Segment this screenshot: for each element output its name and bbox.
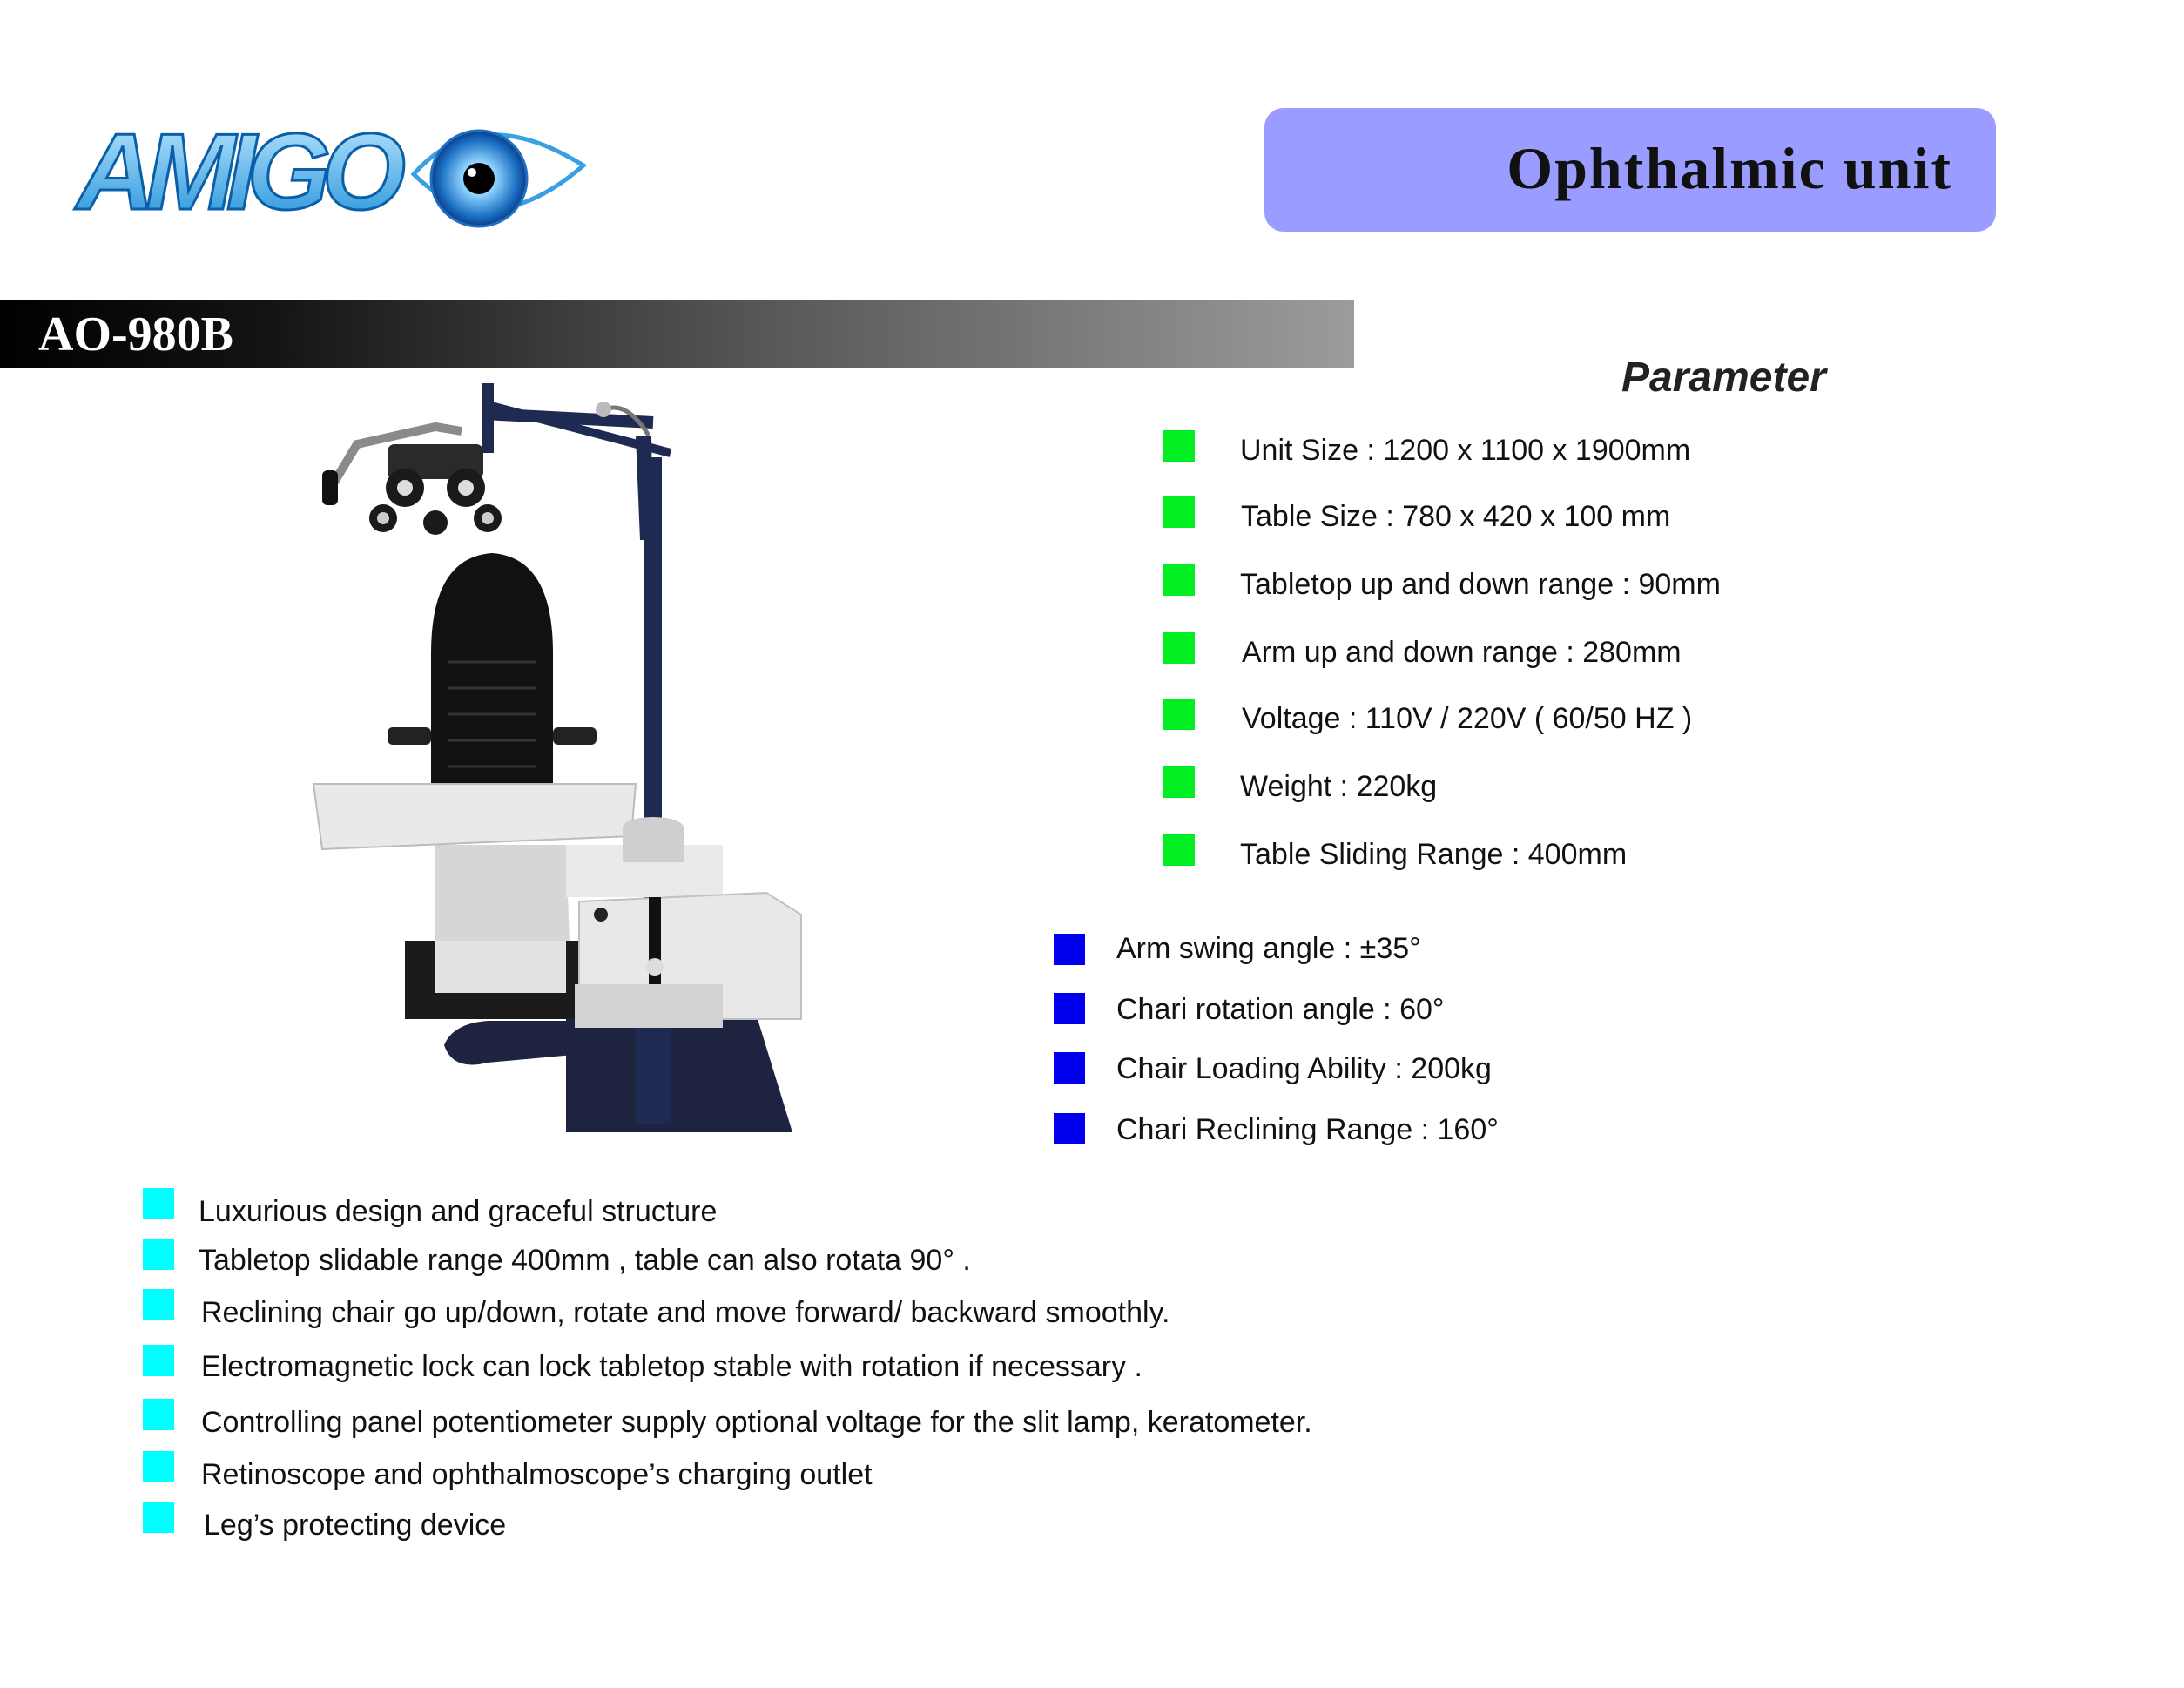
cyan-bullet-icon (143, 1239, 174, 1270)
feature-item: Reclining chair go up/down, rotate and move forward/ backward smoothly. (201, 1296, 1170, 1329)
model-number: AO-980B (38, 307, 233, 361)
param-table-size: Table Size : 780 x 420 x 100 mm (1241, 500, 1671, 533)
page-title: Ophthalmic unit (1507, 135, 1952, 201)
blue-bullet-icon (1054, 1113, 1085, 1144)
feature-item: Retinoscope and ophthalmoscope’s charging outlet (201, 1458, 873, 1491)
model-banner (0, 300, 1354, 368)
green-bullet-icon (1163, 766, 1195, 798)
blue-bullet-icon (1054, 993, 1085, 1024)
cyan-bullet-icon (143, 1289, 174, 1320)
cyan-bullet-icon (143, 1345, 174, 1376)
green-bullet-icon (1163, 430, 1195, 462)
param-chair-rotation: Chari rotation angle : 60° (1116, 993, 1445, 1026)
product-image (305, 375, 810, 1141)
param-chair-loading: Chair Loading Ability : 200kg (1116, 1052, 1492, 1085)
feature-item: Luxurious design and graceful structure (199, 1195, 718, 1228)
param-tabletop-range: Tabletop up and down range : 90mm (1240, 568, 1721, 601)
blue-bullet-icon (1054, 934, 1085, 965)
param-arm-range: Arm up and down range : 280mm (1242, 636, 1682, 669)
param-table-sliding: Table Sliding Range : 400mm (1240, 838, 1628, 871)
phoropter (369, 444, 502, 535)
title-badge (1264, 108, 1996, 232)
parameter-heading: Parameter (1621, 354, 1826, 401)
green-bullet-icon (1163, 632, 1195, 664)
eye-icon (414, 131, 583, 226)
param-arm-swing: Arm swing angle : ±35° (1116, 932, 1421, 965)
cyan-bullet-icon (143, 1502, 174, 1533)
logo-text: AMIGO (77, 112, 408, 233)
green-bullet-icon (1163, 834, 1195, 866)
feature-item: Tabletop slidable range 400mm , table can also rotata 90° . (199, 1244, 971, 1277)
green-bullet-icon (1163, 496, 1195, 528)
param-voltage: Voltage : 110V / 220V ( 60/50 HZ ) (1242, 702, 1693, 735)
green-bullet-icon (1163, 564, 1195, 596)
cyan-bullet-icon (143, 1451, 174, 1482)
feature-item: Electromagnetic lock can lock tabletop stable with rotation if necessary . (201, 1350, 1143, 1383)
feature-item: Leg’s protecting device (204, 1509, 507, 1542)
cyan-bullet-icon (143, 1399, 174, 1430)
feature-item: Controlling panel potentiometer supply optional voltage for the slit lamp, keratometer. (201, 1406, 1312, 1439)
param-chair-reclining: Chari Reclining Range : 160° (1116, 1113, 1499, 1146)
param-unit-size: Unit Size : 1200 x 1100 x 1900mm (1240, 434, 1691, 467)
green-bullet-icon (1163, 699, 1195, 730)
cyan-bullet-icon (143, 1188, 174, 1219)
blue-bullet-icon (1054, 1052, 1085, 1084)
param-weight: Weight : 220kg (1240, 770, 1438, 803)
amigo-logo (70, 96, 592, 253)
